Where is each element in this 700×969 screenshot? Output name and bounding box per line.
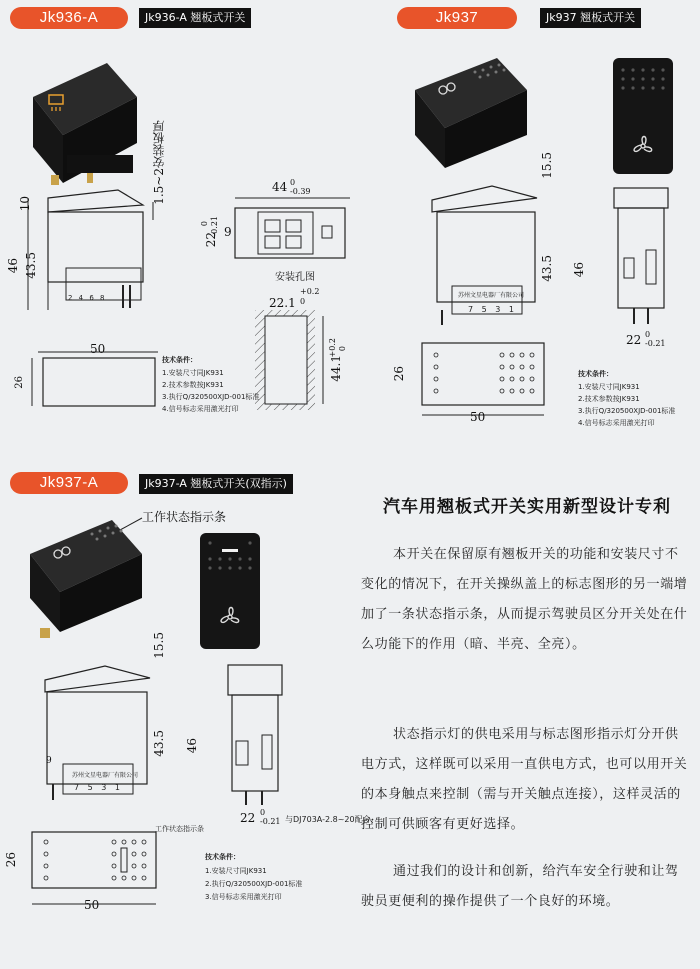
dim-hole-w-936: 22.1	[269, 296, 296, 310]
model-badge-jk937a: Jk937-A	[10, 472, 128, 494]
dim-44-tol-top-936: 0	[290, 178, 296, 187]
dim-46-937a: 46	[185, 738, 199, 754]
dim-22-tol-top-937: 0	[645, 330, 651, 339]
dim-22-tol-937: -0.21	[645, 339, 666, 348]
dim-44-936: 44	[272, 180, 288, 194]
plan-view-jk936a	[28, 352, 163, 412]
model-subtitle-jk936a: Jk936-A 翘板式开关	[139, 8, 251, 28]
switch-photo-jk937a	[20, 510, 150, 640]
dim-hole-h-tol-936: +0.2	[328, 338, 337, 358]
switch-photo-jk936a	[25, 55, 145, 185]
dim-50-937a: 50	[84, 898, 100, 912]
tech-item-936: 1.安装尺寸同JK931	[162, 369, 224, 377]
tech-item-936: 2.技术参数按JK931	[162, 381, 224, 389]
tech-title-937: 技术条件：	[578, 370, 613, 378]
dim-22-tol-top-937a: 0	[260, 808, 266, 817]
plan-view-jk937	[412, 343, 552, 418]
article-paragraph: 状态指示灯的供电采用与标志图形指示灯分开供电方式，这样既可以采用一直供电方式，也可以用开关的本身触点来控制（需与开关触点连接），这样灵活的控制可供顾客有更好选择。	[361, 727, 688, 832]
dim-hole-w-tol-936: +0.2	[300, 287, 320, 296]
maker-937: 苏州文星电器厂有限公司	[458, 292, 525, 299]
end-view-jk937	[612, 188, 672, 328]
mounting-hole-936	[255, 310, 330, 415]
article-title: 汽车用翘板式开关实用新型设计专利	[383, 497, 671, 517]
dim-hole-w-sub-936: 0	[300, 297, 306, 306]
dim-43-937: 43.5	[540, 255, 554, 282]
terminals-937a: 7 5 3 1	[74, 783, 123, 792]
tech-item-937: 4.信号标志采用激光打印	[578, 419, 655, 427]
status-indicator-bar	[222, 549, 238, 552]
switch-face-jk937	[613, 58, 675, 176]
model-subtitle-jk937: Jk937 翘板式开关	[540, 8, 641, 28]
model-badge-jk936a: Jk936-A	[10, 7, 128, 29]
dim-10-936: 10	[18, 196, 32, 212]
terminals-937: 7 5 3 1	[468, 305, 517, 314]
dim-plate-thickness-936: 1.5~2安装板厚	[152, 120, 166, 205]
connector-note-937a: 与DJ703A-2.8~20配合	[285, 815, 371, 824]
dim-44-tol-936: -0.39	[290, 187, 311, 196]
model-badge-jk937: Jk937	[397, 7, 517, 29]
dim-43-936: 43.5	[24, 252, 38, 279]
dim-50-937: 50	[470, 410, 486, 424]
tech-item-937a: 2.执行Q/320500XJD-001标准	[205, 880, 303, 888]
tech-title-936: 技术条件：	[162, 356, 197, 364]
tech-item-937: 1.安装尺寸同JK931	[578, 383, 640, 391]
switch-face-jk937a	[200, 533, 262, 651]
dim-46-936: 46	[6, 258, 20, 274]
dim-26-937a: 26	[4, 852, 18, 868]
article-paragraph: 本开关在保留原有翘板开关的功能和安装尺寸不变化的情况下，在开关操纵盖上的标志图形的另一端增加了一条状态指示条，从而提示驾驶员区分开关处在什么功能下的作用（暗、半亮、全亮）。	[361, 547, 688, 652]
dim-hole-h-sub-936: 0	[338, 346, 347, 352]
terminals-936: 2 4 6 8	[68, 294, 107, 302]
dim-hole-h-936: 44.1	[329, 355, 343, 382]
dim-22-936: 22	[204, 232, 218, 248]
tech-item-936: 4.信号标志采用激光打印	[162, 405, 239, 413]
end-view-jk937a	[226, 665, 286, 815]
model-subtitle-jk937a: Jk937-A 翘板式开关(双指示)	[139, 474, 293, 494]
indicator-callout: 工作状态指示条	[142, 510, 227, 524]
dim-9-936: 9	[224, 225, 232, 239]
indicator-label-small: 工作状态指示条	[155, 825, 204, 833]
tech-item-937a: 1.安装尺寸同JK931	[205, 867, 267, 875]
plan-view-jk937a	[22, 832, 162, 907]
dim-22-937a: 22	[240, 811, 256, 825]
dim-22-tol-top-936: 0	[200, 221, 209, 227]
dim-22-tol-937a: -0.21	[260, 817, 281, 826]
dim-26-936: 26	[14, 376, 25, 389]
dim-43-937a: 43.5	[152, 730, 166, 757]
hole-label-936: 安装孔图	[275, 272, 315, 283]
switch-photo-jk937	[405, 50, 535, 170]
dim-50-936: 50	[90, 342, 106, 356]
tech-item-937: 3.执行Q/320500XJD-001标准	[578, 407, 676, 415]
tech-item-937: 2.技术参数按JK931	[578, 395, 640, 403]
dim-22-937: 22	[626, 333, 642, 347]
dim-9-937a: 9	[46, 756, 52, 766]
front-view-jk936a	[230, 198, 360, 268]
tech-item-937a: 3.信号标志采用激光打印	[205, 893, 282, 901]
dim-22-tol-936: -0.21	[210, 216, 219, 237]
tech-title-937a: 技术条件：	[205, 853, 240, 861]
dim-155-937a: 15.5	[152, 632, 166, 659]
tech-item-936: 3.执行Q/320500XJD-001标准	[162, 393, 260, 401]
maker-937a: 苏州文星电器厂有限公司	[72, 772, 139, 779]
article-paragraph: 通过我们的设计和创新，给汽车安全行驶和让驾驶员更便利的操作提供了一个良好的环境。	[361, 864, 679, 909]
dim-26-937: 26	[392, 366, 406, 382]
dim-155-937: 15.5	[540, 152, 554, 179]
dim-46-937: 46	[572, 262, 586, 278]
